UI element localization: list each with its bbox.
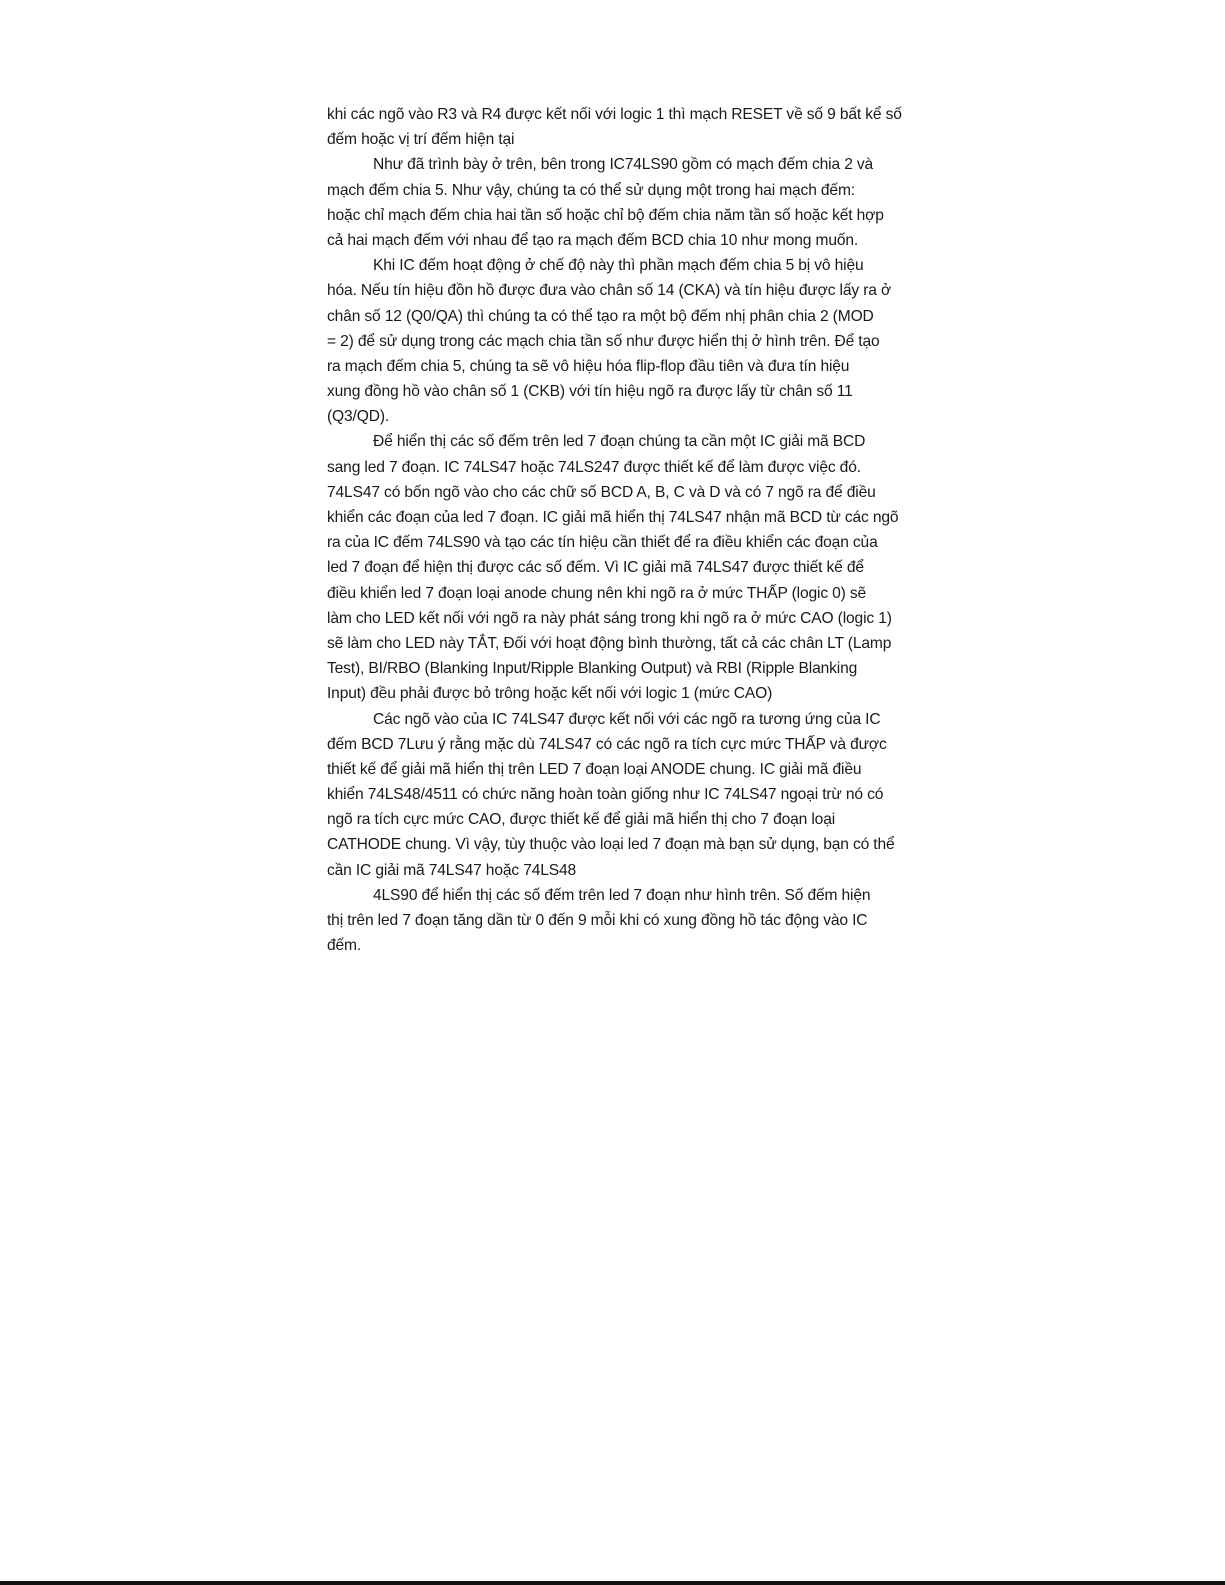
text-line: đếm hoặc vị trí đếm hiện tại [327,131,515,149]
text-line: sẽ làm cho LED này TẮT, Đối với hoạt động bình thường, tất cả các chân LT (Lamp [327,634,892,652]
text-line: làm cho LED kết nối với ngõ ra này phát sáng trong khi ngõ ra ở mức CAO (logic 1) [327,609,892,627]
body-text [327,102,967,958]
text-line: xung đồng hồ vào chân số 1 (CKB) với tín hiệu ngõ ra được lấy từ chân số 11 [327,383,853,401]
text-line: cả hai mạch đếm với nhau để tạo ra mạch đếm BCD chia 10 như mong muốn. [327,231,859,249]
text-line: ra của IC đếm 74LS90 và tạo các tín hiệu cần thiết để ra điều khiển các đoạn của [327,534,878,552]
text-line: Input) đều phải được bỏ trông hoặc kết nối với logic 1 (mức CAO) [327,685,773,703]
text-line: led 7 đoạn để hiện thị được các số đếm. Vì IC giải mã 74LS47 được thiết kế để [327,559,864,577]
text-line: ra mạch đếm chia 5, chúng ta sẽ vô hiệu hóa flip-flop đầu tiên và đưa tín hiệu [327,357,850,375]
text-line: khiển 74LS48/4511 có chức năng hoàn toàn giống như IC 74LS47 ngoại trừ nó có [327,786,884,804]
text-line: ngõ ra tích cực mức CAO, được thiết kế để giải mã hiển thị cho 7 đoạn loại [327,811,836,829]
text-line: điều khiển led 7 đoạn loại anode chung nên khi ngõ ra ở mức THẤP (logic 0) sẽ [327,584,867,602]
text-line: hóa. Nếu tín hiệu đồn hồ được đưa vào chân số 14 (CKA) và tín hiệu được lấy ra ở [327,282,892,300]
text-line: CATHODE chung. Vì vậy, tùy thuộc vào loại led 7 đoạn mà bạn sử dụng, bạn có thể [327,836,895,854]
paragraph-start-line: Để hiển thị các số đếm trên led 7 đoạn chúng ta cần một IC giải mã BCD [373,433,866,451]
paragraph-start-line: 4LS90 để hiển thị các số đếm trên led 7 đoạn như hình trên. Số đếm hiện [373,886,871,904]
text-line: 74LS47 có bốn ngõ vào cho các chữ số BCD A, B, C và D và có 7 ngõ ra để điều [327,483,876,501]
text-line: sang led 7 đoạn. IC 74LS47 hoặc 74LS247 được thiết kế để làm được việc đó. [327,458,861,476]
text-line: (Q3/QD). [327,408,390,426]
text-line: Test), BI/RBO (Blanking Input/Ripple Blanking Output) và RBI (Ripple Blanking [327,660,858,678]
text-line: mạch đếm chia 5. Như vậy, chúng ta có thể sử dụng một trong hai mạch đếm: [327,181,855,199]
text-line: khiển các đoạn của led 7 đoạn. IC giải mã hiển thị 74LS47 nhận mã BCD từ các ngõ [327,509,899,526]
text-line: đếm. [327,937,362,955]
paragraph-start-line: Các ngõ vào của IC 74LS47 được kết nối với các ngõ ra tương ứng của IC [373,710,881,728]
text-line: cần IC giải mã 74LS47 hoặc 74LS48 [327,861,577,879]
text-line: thiết kế để giải mã hiển thị trên LED 7 đoạn loại ANODE chung. IC giải mã điều [327,760,862,778]
text-line: hoặc chỉ mạch đếm chia hai tần số hoặc chỉ bộ đếm chia năm tần số hoặc kết hợp [327,206,884,224]
page-bottom-border [0,1581,1225,1585]
text-line: thị trên led 7 đoạn tăng dần từ 0 đến 9 mỗi khi có xung đồng hồ tác động vào IC [327,912,868,929]
text-line: đếm BCD 7Lưu ý rằng mặc dù 74LS47 có các ngõ ra tích cực mức THẤP và được [327,735,887,753]
paragraph-start-line: Khi IC đếm hoạt động ở chế độ này thì phần mạch đếm chia 5 bị vô hiệu [373,257,864,275]
text-line: khi các ngõ vào R3 và R4 được kết nối với logic 1 thì mạch RESET về số 9 bất kể số [327,106,902,123]
text-line: chân số 12 (Q0/QA) thì chúng ta có thể tạo ra một bộ đếm nhị phân chia 2 (MOD [327,307,874,325]
text-line: = 2) để sử dụng trong các mạch chia tần số như được hiển thị ở hình trên. Để tạo [327,332,880,350]
paragraph-start-line: Như đã trình bày ở trên, bên trong IC74LS90 gồm có mạch đếm chia 2 và [373,156,874,174]
